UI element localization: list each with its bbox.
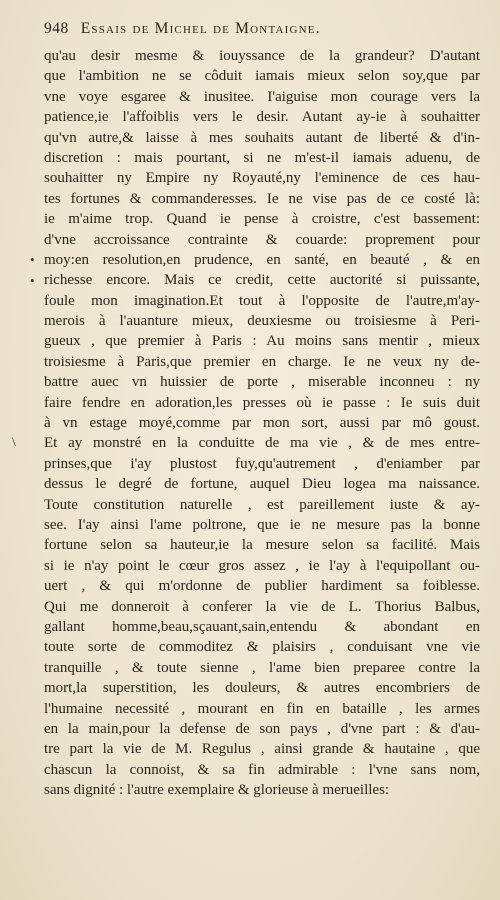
- text-line: qu'au desir mesme & iouyssance de la grandeur? D'autant: [44, 48, 480, 64]
- text-line: souhaitter ny Empire ny Royauté,ny l'eminence de ces hau-: [44, 170, 480, 187]
- text-line: merois à l'auanture mieux, deuxiesme ou troisiesme à Peri-: [44, 313, 480, 330]
- text-line: à vn estage moyé,comme par mon sort, aussi par mô goust.: [44, 415, 480, 432]
- text-line: richesse encore. Mais ce credit, cette auctorité si puissante,: [44, 272, 480, 289]
- text-line: troisiesme à Paris,que premier en charge. Ie ne veux ny de-: [44, 353, 480, 370]
- text-line: Qui me donneroit à conferer la vie de L. Thorius Balbus,: [44, 598, 480, 615]
- text-line: discretion : mais pourtant, si ne m'est-il iamais aduenu, de: [44, 149, 480, 166]
- text-line: see. I'ay ainsi l'ame poltrone, que ie ne mesure pas la bonne: [44, 516, 480, 533]
- text-line: fortune selon sa hauteur,ie la mesure selon sa facilité. Mais: [44, 537, 480, 554]
- text-line: tes fortunes & commanderesses. Ie ne vise pas de ce costé là:: [44, 190, 480, 207]
- margin-mark: •: [30, 252, 35, 267]
- text-line: mort,la superstition, les douleurs, & autres encombriers de: [44, 680, 480, 697]
- text-line: en la main,pour la defense de son pays , d'vne part : & d'au-: [44, 720, 480, 737]
- text-line: d'vne accroissance contrainte & couarde: proprement pour: [44, 231, 480, 248]
- text-line: toute sorte de commoditez & plaisirs , conduisant vne vie: [44, 639, 480, 656]
- running-title: Essais de Michel de Montaigne.: [80, 20, 321, 37]
- text-line: dessus le degré de fortune, auquel Dieu logea ma naissance.: [44, 476, 480, 493]
- page-header: [44, 20, 464, 42]
- text-line: vne voye esgaree & inusitee. I'aiguise mon courage vers la: [44, 88, 480, 105]
- text-line: tranquille , & toute sienne , l'ame bien preparee contre la: [44, 659, 480, 676]
- text-line: chascun la connoist, & sa fin admirable : l'vne sans nom,: [44, 761, 480, 778]
- text-line: Et ay monstré en la conduitte de ma vie , & de mes entre-: [44, 435, 480, 452]
- margin-mark: •: [30, 273, 35, 288]
- text-line: l'humaine necessité , mourant en fin en bataille , les armes: [44, 700, 480, 717]
- text-line: qu'vn autre,& laisse à mes souhaits autant de liberté & d'in-: [44, 129, 480, 146]
- text-line: tre part la vie de M. Regulus , ainsi grande & hautaine , que: [44, 741, 480, 758]
- text-line: ie m'aime trop. Quand ie pense à croistre, c'est bassement:: [44, 211, 480, 228]
- text-line: foule mon imagination.Et tout à l'opposite de l'autre,m'ay-: [44, 292, 480, 309]
- text-line: patience,ie l'affoiblis vers le desir. Autant ay-ie à souhaitter: [44, 109, 480, 126]
- text-line: gueux , que premier à Paris : Au moins sans mentir , mieux: [44, 333, 480, 350]
- text-line: Toute constitution naturelle , est pareillement iuste & ay-: [44, 496, 480, 513]
- text-line: prinses,que i'ay plustost fuy,qu'autrement , d'eniamber par: [44, 455, 480, 472]
- text-line: que l'ambition ne se côduit iamais mieux selon soy,que par: [44, 68, 480, 85]
- body-text: [44, 46, 480, 800]
- margin-mark: \: [12, 434, 16, 449]
- text-line: moy:en resolution,en prudence, en santé, en beauté , & en: [44, 251, 480, 268]
- text-line: battre auec vn huissier de porte , miserable inconneu : ny: [44, 374, 480, 391]
- text-line: si ie n'ay point le cœur gros assez , ie l'ay à l'equipollant ou-: [44, 557, 480, 574]
- text-line: sans dignité : l'autre exemplaire & glorieuse à merueilles:: [44, 782, 390, 799]
- text-line: faire fendre en adoration,les presses où ie passe : Ie suis duit: [44, 394, 480, 411]
- text-line: gallant homme,beau,sçauant,sain,entendu & abondant en: [44, 618, 480, 635]
- page-number: 948: [44, 20, 69, 37]
- text-line: uert , & qui m'ordonne de publier hardiment sa foiblesse.: [44, 578, 480, 595]
